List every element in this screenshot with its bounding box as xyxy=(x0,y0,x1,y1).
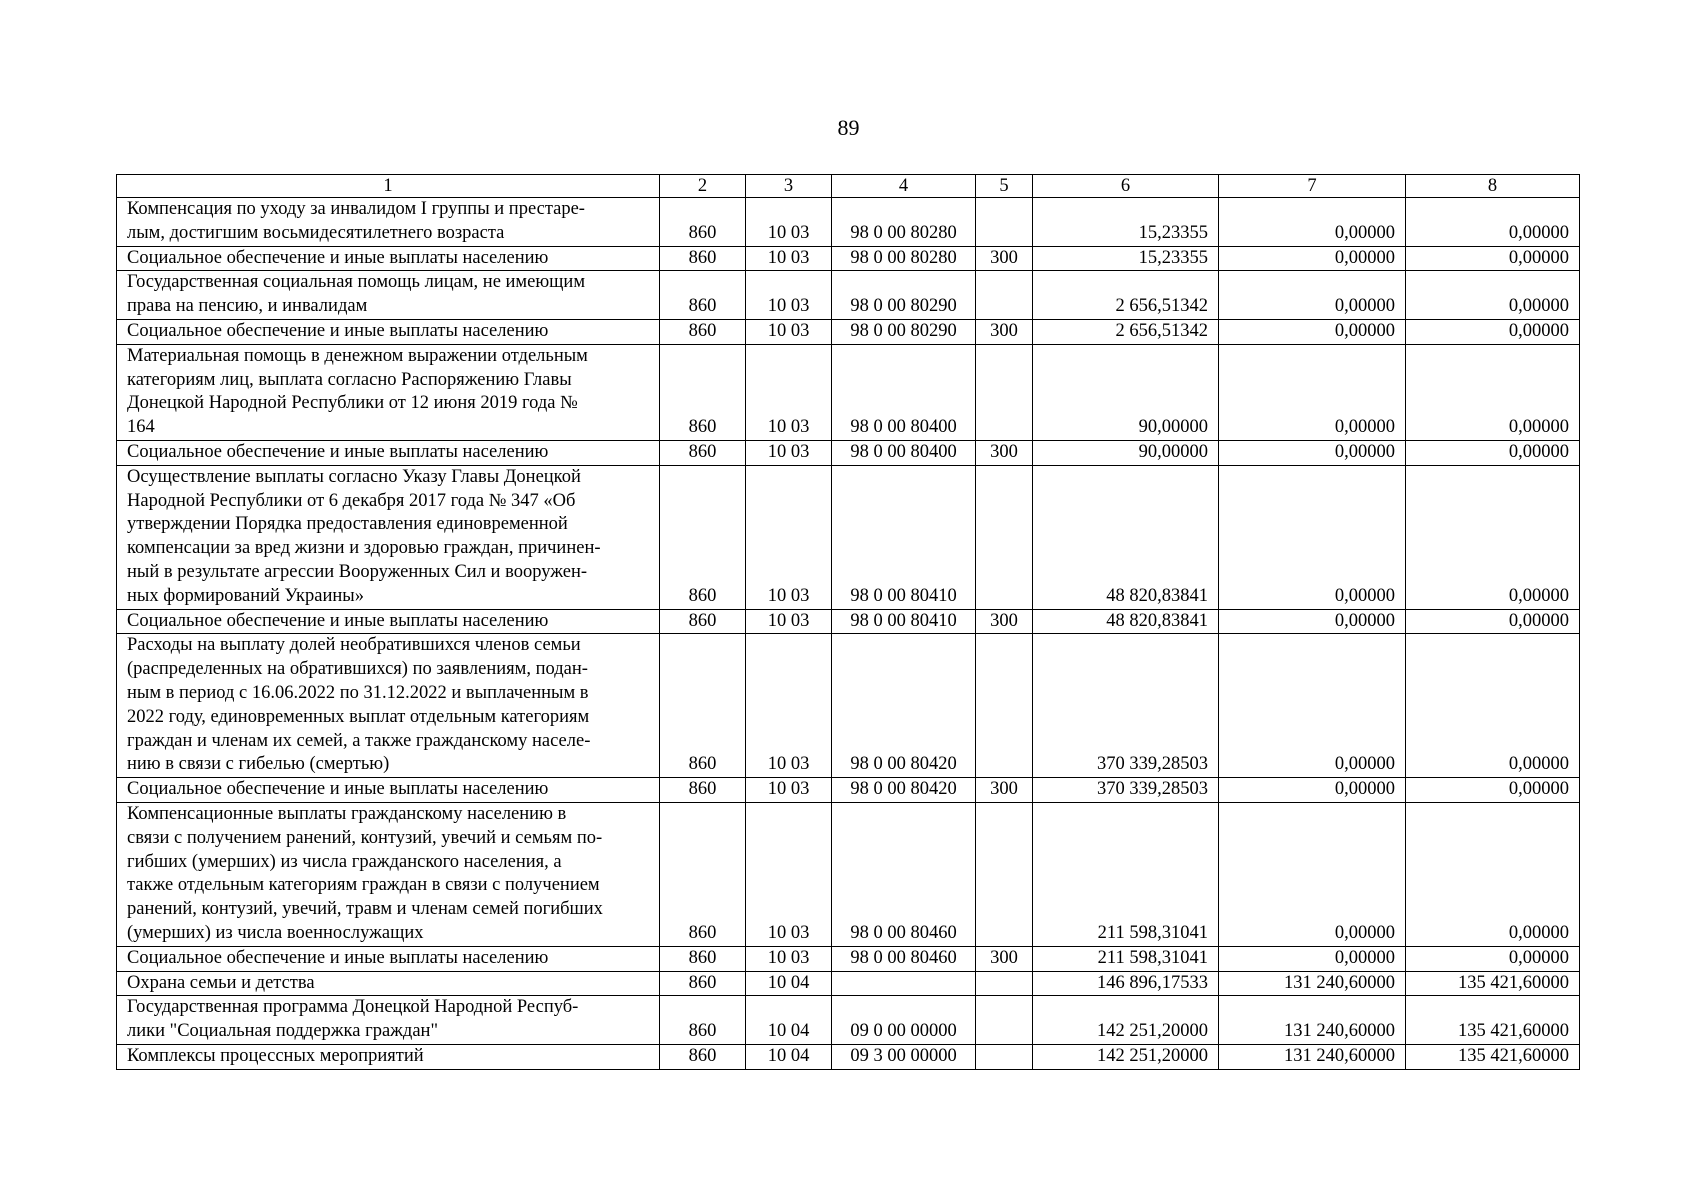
row-amount-col8: 135 421,60000 xyxy=(1406,1044,1580,1069)
row-amount-col8: 0,00000 xyxy=(1406,319,1580,344)
row-amount-col8: 0,00000 xyxy=(1406,778,1580,803)
row-target-code: 98 0 00 80460 xyxy=(832,946,976,971)
row-admin-code: 860 xyxy=(660,246,746,271)
table-row xyxy=(117,246,1580,271)
row-description: Компенсация по уходу за инвалидом I группы и престаре- лым, достигшим восьмидесятилетнего возраста xyxy=(117,198,660,247)
row-expense-type xyxy=(976,1044,1033,1069)
row-description: Социальное обеспечение и иные выплаты населению xyxy=(117,778,660,803)
row-section-code: 10 03 xyxy=(746,634,832,778)
row-description: Расходы на выплату долей необратившихся членов семьи (распределенных на обратившихся) по заявлениям, подан- ным в период с 16.06.2022 по 31.12.2022 и выплаченным в 2022 году, единовременных выплат отдельным категориям граждан и членам их семей, а также гражданскому населе- нию в связи с гибелью (смертью) xyxy=(117,634,660,778)
row-admin-code: 860 xyxy=(660,319,746,344)
row-expense-type xyxy=(976,971,1033,996)
row-target-code: 98 0 00 80420 xyxy=(832,634,976,778)
row-amount-col7: 0,00000 xyxy=(1219,802,1406,946)
row-amount-col8: 0,00000 xyxy=(1406,440,1580,465)
row-section-code: 10 03 xyxy=(746,271,832,320)
row-description: Государственная программа Донецкой Народной Респуб- лики "Социальная поддержка граждан" xyxy=(117,996,660,1045)
row-expense-type: 300 xyxy=(976,319,1033,344)
row-amount-col6: 90,00000 xyxy=(1033,440,1219,465)
row-description: Компенсационные выплаты гражданскому населению в связи с получением ранений, контузий, увечий и семьям по- гибших (умерших) из числа гражданского населения, а также отдельным категориям граждан в связи с получением ранений, контузий, увечий, травм и членам семей погибших (умерших) из числа военнослужащих xyxy=(117,802,660,946)
row-amount-col6: 15,23355 xyxy=(1033,198,1219,247)
table-row xyxy=(117,440,1580,465)
row-expense-type xyxy=(976,198,1033,247)
table-row xyxy=(117,344,1580,440)
row-expense-type xyxy=(976,802,1033,946)
budget-table xyxy=(116,174,1580,1070)
row-section-code: 10 03 xyxy=(746,198,832,247)
row-amount-col8: 0,00000 xyxy=(1406,271,1580,320)
row-target-code: 98 0 00 80410 xyxy=(832,465,976,609)
row-expense-type: 300 xyxy=(976,246,1033,271)
row-admin-code: 860 xyxy=(660,440,746,465)
row-target-code: 98 0 00 80460 xyxy=(832,802,976,946)
table-row xyxy=(117,271,1580,320)
row-amount-col6: 146 896,17533 xyxy=(1033,971,1219,996)
row-amount-col7: 0,00000 xyxy=(1219,344,1406,440)
row-admin-code: 860 xyxy=(660,971,746,996)
row-target-code: 98 0 00 80290 xyxy=(832,271,976,320)
row-admin-code: 860 xyxy=(660,802,746,946)
row-amount-col8: 0,00000 xyxy=(1406,246,1580,271)
row-amount-col7: 131 240,60000 xyxy=(1219,1044,1406,1069)
row-admin-code: 860 xyxy=(660,609,746,634)
row-description: Социальное обеспечение и иные выплаты населению xyxy=(117,319,660,344)
row-admin-code: 860 xyxy=(660,271,746,320)
column-header-2: 2 xyxy=(660,175,746,198)
row-expense-type xyxy=(976,465,1033,609)
table-row xyxy=(117,971,1580,996)
row-section-code: 10 03 xyxy=(746,440,832,465)
row-admin-code: 860 xyxy=(660,634,746,778)
row-section-code: 10 03 xyxy=(746,246,832,271)
column-header-7: 7 xyxy=(1219,175,1406,198)
row-target-code xyxy=(832,971,976,996)
table-row xyxy=(117,198,1580,247)
row-description: Социальное обеспечение и иные выплаты населению xyxy=(117,440,660,465)
table-row xyxy=(117,1044,1580,1069)
row-section-code: 10 03 xyxy=(746,778,832,803)
row-section-code: 10 03 xyxy=(746,609,832,634)
row-amount-col7: 0,00000 xyxy=(1219,946,1406,971)
row-section-code: 10 03 xyxy=(746,319,832,344)
row-amount-col6: 2 656,51342 xyxy=(1033,271,1219,320)
row-amount-col6: 370 339,28503 xyxy=(1033,634,1219,778)
row-target-code: 98 0 00 80280 xyxy=(832,198,976,247)
row-admin-code: 860 xyxy=(660,465,746,609)
row-description: Осуществление выплаты согласно Указу Главы Донецкой Народной Республики от 6 декабря 2017 года № 347 «Об утверждении Порядка предоставления единовременной компенсации за вред жизни и здоровью граждан, причинен- ный в результате агрессии Вооруженных Сил и вооружен- ных формирований Украины» xyxy=(117,465,660,609)
row-target-code: 98 0 00 80410 xyxy=(832,609,976,634)
row-amount-col6: 142 251,20000 xyxy=(1033,1044,1219,1069)
row-amount-col7: 0,00000 xyxy=(1219,246,1406,271)
row-admin-code: 860 xyxy=(660,1044,746,1069)
column-header-1: 1 xyxy=(117,175,660,198)
table-row xyxy=(117,802,1580,946)
row-amount-col6: 142 251,20000 xyxy=(1033,996,1219,1045)
row-description: Государственная социальная помощь лицам, не имеющим права на пенсию, и инвалидам xyxy=(117,271,660,320)
header-row xyxy=(117,175,1580,198)
column-header-8: 8 xyxy=(1406,175,1580,198)
row-amount-col6: 370 339,28503 xyxy=(1033,778,1219,803)
column-header-6: 6 xyxy=(1033,175,1219,198)
row-amount-col7: 0,00000 xyxy=(1219,319,1406,344)
row-amount-col7: 0,00000 xyxy=(1219,440,1406,465)
row-section-code: 10 03 xyxy=(746,465,832,609)
row-section-code: 10 03 xyxy=(746,344,832,440)
row-section-code: 10 04 xyxy=(746,996,832,1045)
row-amount-col8: 0,00000 xyxy=(1406,465,1580,609)
row-amount-col7: 131 240,60000 xyxy=(1219,996,1406,1045)
table-row xyxy=(117,996,1580,1045)
row-admin-code: 860 xyxy=(660,946,746,971)
row-section-code: 10 03 xyxy=(746,802,832,946)
page-number: 89 xyxy=(837,115,860,140)
row-description: Материальная помощь в денежном выражении отдельным категориям лиц, выплата согласно Распоряжению Главы Донецкой Народной Республики от 12 июня 2019 года № 164 xyxy=(117,344,660,440)
row-amount-col7: 0,00000 xyxy=(1219,465,1406,609)
row-admin-code: 860 xyxy=(660,996,746,1045)
row-admin-code: 860 xyxy=(660,778,746,803)
column-header-4: 4 xyxy=(832,175,976,198)
row-target-code: 09 3 00 00000 xyxy=(832,1044,976,1069)
table-row xyxy=(117,319,1580,344)
row-admin-code: 860 xyxy=(660,344,746,440)
row-expense-type: 300 xyxy=(976,946,1033,971)
row-expense-type xyxy=(976,344,1033,440)
row-description: Социальное обеспечение и иные выплаты населению xyxy=(117,609,660,634)
row-amount-col8: 135 421,60000 xyxy=(1406,996,1580,1045)
row-target-code: 09 0 00 00000 xyxy=(832,996,976,1045)
row-description: Социальное обеспечение и иные выплаты населению xyxy=(117,246,660,271)
row-admin-code: 860 xyxy=(660,198,746,247)
row-amount-col7: 0,00000 xyxy=(1219,778,1406,803)
column-header-3: 3 xyxy=(746,175,832,198)
table-body xyxy=(117,198,1580,1070)
row-amount-col6: 90,00000 xyxy=(1033,344,1219,440)
row-amount-col6: 211 598,31041 xyxy=(1033,802,1219,946)
row-target-code: 98 0 00 80280 xyxy=(832,246,976,271)
row-target-code: 98 0 00 80400 xyxy=(832,440,976,465)
row-section-code: 10 04 xyxy=(746,971,832,996)
row-amount-col7: 0,00000 xyxy=(1219,198,1406,247)
row-amount-col7: 131 240,60000 xyxy=(1219,971,1406,996)
table-row xyxy=(117,634,1580,778)
table-row xyxy=(117,609,1580,634)
table-row xyxy=(117,946,1580,971)
row-amount-col8: 0,00000 xyxy=(1406,634,1580,778)
row-expense-type xyxy=(976,634,1033,778)
row-amount-col8: 0,00000 xyxy=(1406,344,1580,440)
row-expense-type xyxy=(976,271,1033,320)
row-amount-col7: 0,00000 xyxy=(1219,634,1406,778)
row-target-code: 98 0 00 80420 xyxy=(832,778,976,803)
row-target-code: 98 0 00 80290 xyxy=(832,319,976,344)
row-target-code: 98 0 00 80400 xyxy=(832,344,976,440)
row-amount-col8: 0,00000 xyxy=(1406,198,1580,247)
row-amount-col8: 135 421,60000 xyxy=(1406,971,1580,996)
row-amount-col8: 0,00000 xyxy=(1406,802,1580,946)
row-amount-col8: 0,00000 xyxy=(1406,609,1580,634)
row-expense-type xyxy=(976,996,1033,1045)
row-amount-col6: 48 820,83841 xyxy=(1033,609,1219,634)
row-amount-col6: 15,23355 xyxy=(1033,246,1219,271)
row-expense-type: 300 xyxy=(976,440,1033,465)
row-expense-type: 300 xyxy=(976,609,1033,634)
row-expense-type: 300 xyxy=(976,778,1033,803)
row-amount-col8: 0,00000 xyxy=(1406,946,1580,971)
row-description: Охрана семьи и детства xyxy=(117,971,660,996)
row-amount-col6: 48 820,83841 xyxy=(1033,465,1219,609)
row-description: Социальное обеспечение и иные выплаты населению xyxy=(117,946,660,971)
row-amount-col6: 2 656,51342 xyxy=(1033,319,1219,344)
row-amount-col6: 211 598,31041 xyxy=(1033,946,1219,971)
row-description: Комплексы процессных мероприятий xyxy=(117,1044,660,1069)
row-section-code: 10 04 xyxy=(746,1044,832,1069)
row-amount-col7: 0,00000 xyxy=(1219,609,1406,634)
table-row xyxy=(117,778,1580,803)
table-row xyxy=(117,465,1580,609)
column-header-5: 5 xyxy=(976,175,1033,198)
row-section-code: 10 03 xyxy=(746,946,832,971)
row-amount-col7: 0,00000 xyxy=(1219,271,1406,320)
